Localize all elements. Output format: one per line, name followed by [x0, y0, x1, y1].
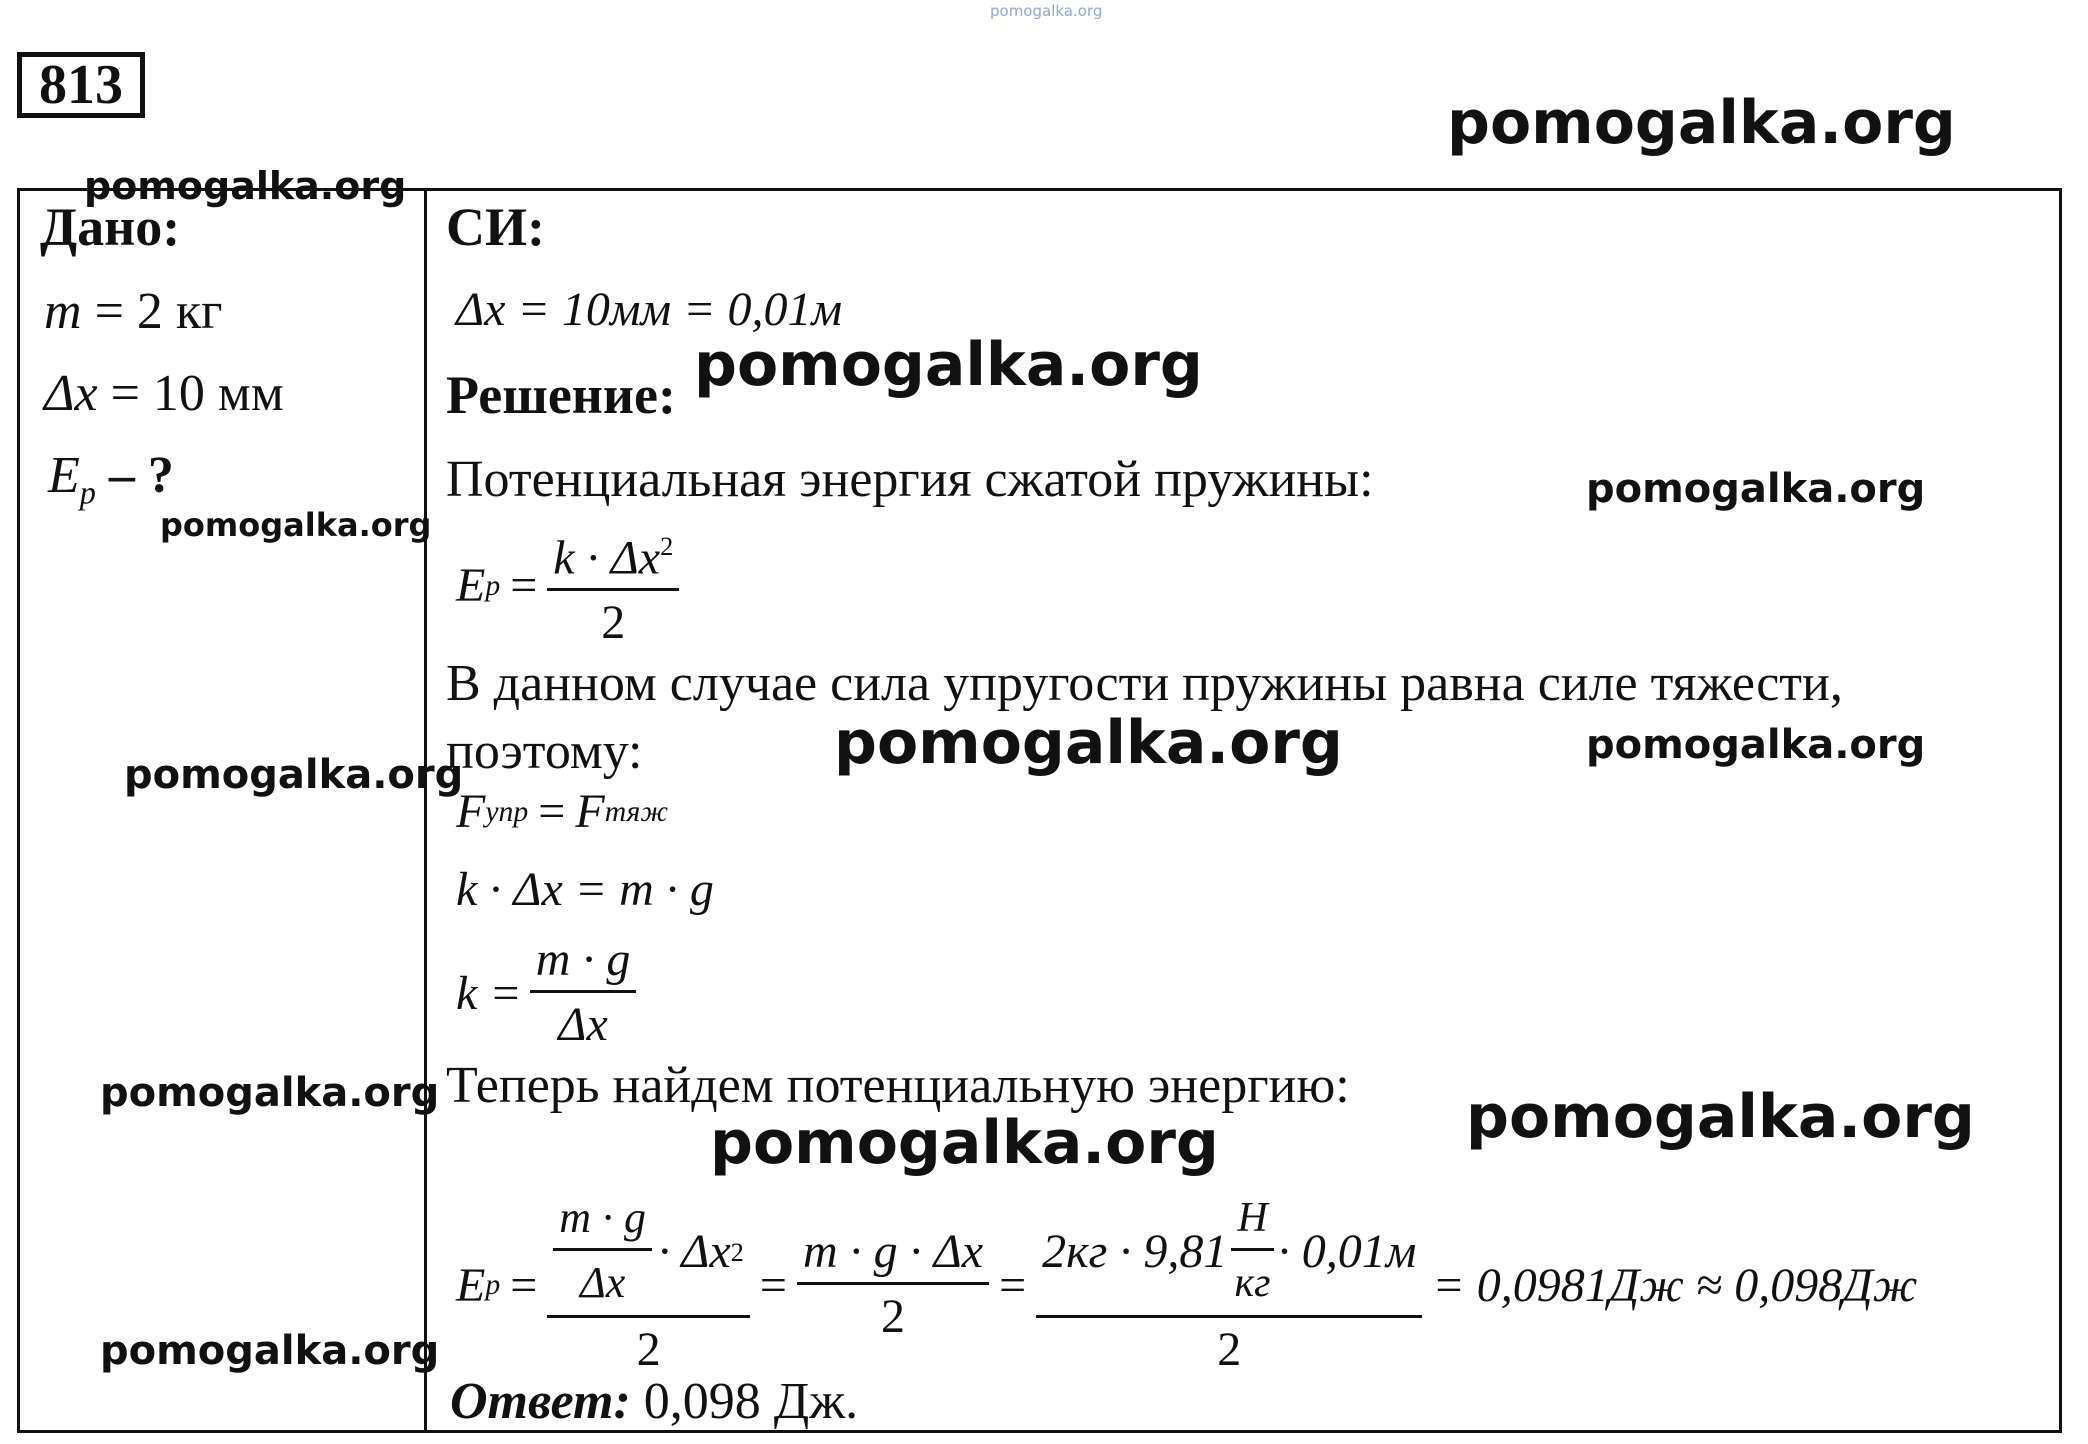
solution-line: поэтому:	[446, 723, 643, 780]
table-divider	[424, 188, 427, 1433]
watermark: pomogalka.org	[1466, 1082, 1975, 1152]
formula-stiffness: k = $\frac{m \cdot g}{\Delta x}$	[456, 930, 636, 1057]
solution-heading: Решение:	[446, 365, 676, 425]
solution-line: В данном случае сила упругости пружины равна силе тяжести,	[446, 655, 1843, 712]
answer: Ответ: 0,098 Дж.	[450, 1373, 859, 1430]
watermark: pomogalka.org	[1586, 722, 1926, 768]
formula-hooke: k · Δx = m · g	[456, 863, 714, 916]
given-unknown: $E_p$ – ?	[48, 447, 174, 511]
given-heading: Дано:	[40, 197, 181, 257]
watermark: pomogalka.org	[1586, 466, 1926, 512]
watermark: pomogalka.org	[100, 1070, 440, 1116]
watermark: pomogalka.org	[84, 164, 407, 208]
formula-potential-energy: E p = $\frac{k \cdot \Delta x^2}{2}$	[456, 516, 679, 655]
watermark: pomogalka.org	[1447, 88, 1956, 158]
watermark: pomogalka.org	[710, 1108, 1219, 1178]
given-displacement: Δx = 10 мм	[44, 365, 284, 422]
given-mass: m = 2 кг	[44, 283, 223, 340]
watermark-small: pomogalka.org	[990, 2, 1103, 20]
problem-number: 813	[17, 52, 145, 118]
formula-final-energy: E p = $\frac{m \cdot g}{\Delta x}$ · Δx 2 2 = $\frac{m \cdot g \cdot \Delta x}{2}$ = 2кг · 9,81 $\frac{Н}{кг}$ · 0,01м 2 = 0,0981Дж ≈ 0,098Дж	[456, 1188, 1917, 1382]
watermark: pomogalka.org	[124, 752, 464, 798]
watermark: pomogalka.org	[160, 506, 432, 544]
solution-line: Потенциальная энергия сжатой пружины:	[446, 451, 1374, 508]
si-conversion: Δx = 10мм = 0,01м	[456, 283, 843, 336]
solution-line: Теперь найдем потенциальную энергию:	[446, 1057, 1350, 1114]
watermark: pomogalka.org	[834, 708, 1343, 778]
watermark: pomogalka.org	[694, 330, 1203, 400]
watermark: pomogalka.org	[100, 1328, 440, 1374]
formula-force-balance: F упр = F тяж	[456, 785, 669, 838]
si-heading: СИ:	[446, 197, 545, 257]
